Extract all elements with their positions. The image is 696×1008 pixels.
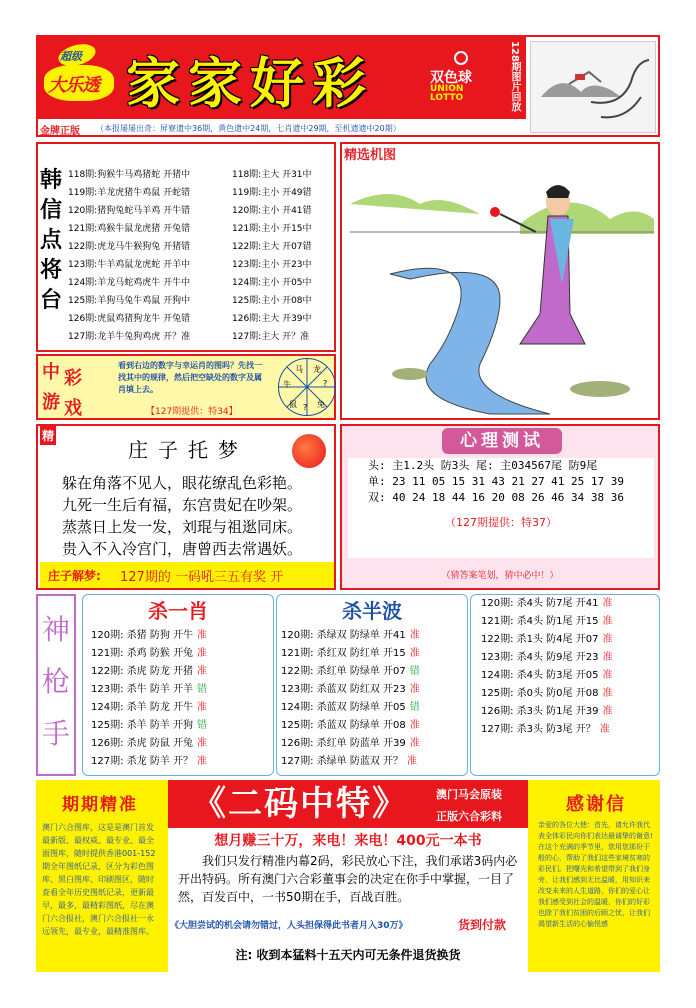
shenqiang-row-text: 124期: 杀4头 防3尾 开05 <box>481 670 599 681</box>
shenqiang-row <box>481 613 659 631</box>
logo-daletou <box>44 45 114 107</box>
col1-rows <box>83 627 273 771</box>
hanxin-row-size: 124期:主小 开05中 <box>232 278 312 288</box>
shenqiang-row <box>91 699 273 717</box>
bottom-right <box>532 780 660 972</box>
shenqiang-row-text: 121期: 杀鸡 防猴 开兔 <box>91 648 193 659</box>
bottom-left <box>36 780 164 972</box>
shenqiang-row-text: 123期: 杀4头 防9尾 开23 <box>481 652 599 663</box>
shenqiang-row <box>281 753 467 771</box>
issue-vertical: 128期图片回放 <box>509 41 520 112</box>
shenqiang-row <box>481 595 659 613</box>
shenqiang-row-mark: 准 <box>197 756 207 767</box>
shenqiang-row-mark: 准 <box>602 670 613 681</box>
shenqiang-row-text: 127期: 杀绿单 防蓝双 开？ <box>281 756 403 767</box>
jingxuan-panel <box>340 142 660 420</box>
xinli-line: 单: 23 11 05 15 31 43 21 27 41 25 17 39 <box>368 475 625 488</box>
game-cell: 马 <box>295 365 303 374</box>
game-cell: 龙 <box>313 365 321 374</box>
shenqiang-row-text: 122期: 杀虎 防龙 开猪 <box>91 666 193 677</box>
right-text: 亲爱的各位大使：首先，请允许我代表全体彩民向你们表达最诚挚的谢意!在这个充满的季节里，您用您那份于般的心，帮助了我们这些家境贫寒的彩民们。把曙光和希望带到了我们身旁，让我们感到无比温暖，用知识来改变未来的人生道路，你们的爱心让我们感受到社会的温暖，你们的好彩也除了我们贫困的后顾之忧，让我们渴望新生活的心愉悦感 <box>538 821 653 928</box>
hanxin-row-zodiac: 127期:龙羊牛兔狗鸡虎 开？准 <box>68 332 191 342</box>
xinli-body <box>348 458 654 558</box>
game-note: 【127期提供：特34】 <box>146 407 238 417</box>
hanxin-row-size: 127期:主大 开？准 <box>232 332 310 342</box>
shenqiang-row-mark: 准 <box>409 630 420 641</box>
hanxin-row <box>68 292 336 310</box>
hanxin-row-size: 126期:主大 开39中 <box>232 314 312 324</box>
game-panel <box>36 354 336 420</box>
hanxin-row-size: 118期:主大 开31中 <box>232 170 312 180</box>
shenqiang-row <box>281 717 467 735</box>
game-cell: 兔 <box>317 400 325 409</box>
shenqiang-row-text: 126期: 杀虎 防鼠 开兔 <box>91 738 193 749</box>
shenqiang-row-mark: 准 <box>409 684 420 695</box>
main-title: 《二码中特》 <box>168 780 432 828</box>
main-slogan: 想月赚三十万，来电！来电！400元一本书 <box>214 833 482 849</box>
hanxin-row-size: 125期:主小 开08中 <box>232 296 312 306</box>
shenqiang-row-text: 121期: 杀红双 防红单 开15 <box>281 648 406 659</box>
shenqiang-row-mark: 准 <box>409 738 420 749</box>
game-text: 看到右边的数字与幸运肖的图吗？先找一找其中的规律，然后把空缺处的数字及属肖填上去。 <box>118 361 262 394</box>
hanxin-row-size: 119期:主小 开49错 <box>232 188 312 198</box>
shenqiang-row-mark: 准 <box>602 634 613 645</box>
bottom-main <box>168 780 528 972</box>
poem-line: 蒸蒸日上发一发，刘琨与祖逖同床。 <box>62 518 303 536</box>
hanxin-row <box>68 256 336 274</box>
hanxin-row <box>68 274 336 292</box>
shenqiang-row-text: 125期: 杀蓝双 防绿单 开08 <box>281 720 406 731</box>
zhuangzi-tag: 精 <box>40 426 56 445</box>
hanxin-row-zodiac: 119期:羊龙虎猪牛鸡鼠 开蛇错 <box>68 188 191 198</box>
shenqiang-row-text: 125期: 杀羊 防羊 开狗 <box>91 720 193 731</box>
game-title-char: 中 <box>42 362 60 383</box>
game-cell: ? <box>303 403 308 412</box>
shenqiang-row-mark: 准 <box>197 666 207 677</box>
shenqiang-title <box>36 594 76 776</box>
shenqiang-title-char: 枪 <box>41 665 70 698</box>
xinli-line: 双: 40 24 18 44 16 20 08 26 46 34 38 36 <box>368 491 625 504</box>
hanxin-row <box>68 202 336 220</box>
shenqiang-row-text: 127期: 杀龙 防羊 开？ <box>91 756 193 767</box>
col1-title: 杀一肖 <box>148 599 208 623</box>
shenqiang-col1 <box>82 594 274 776</box>
shenqiang-col3 <box>470 594 660 776</box>
logo-union-lotto <box>430 51 494 103</box>
shenqiang-row <box>91 627 273 645</box>
xinli-foot: （猜答案笔划，猜中必中！） <box>441 571 559 581</box>
game-title-char: 戏 <box>64 398 82 419</box>
shenqiang-row-text: 122期: 杀红单 防绿单 开07 <box>281 666 406 677</box>
shenqiang-col2 <box>276 594 468 776</box>
shenqiang-row <box>281 735 467 753</box>
zhuangzi-panel <box>36 424 336 590</box>
main-note: 《大胆尝试的机会请勿错过，人头担保得此书者月入30万》 <box>170 921 408 931</box>
header-illustration <box>530 41 656 133</box>
hanxin-row <box>68 328 336 346</box>
shenqiang-row-mark: 准 <box>409 720 420 731</box>
shenqiang-row-text: 120期: 杀绿双 防绿单 开41 <box>281 630 406 641</box>
logo-union-lotto-bottom: UNION LOTTO <box>430 84 464 103</box>
header-subtitle: 金牌正版 <box>40 126 80 137</box>
shenqiang-row <box>91 753 273 771</box>
right-title: 感谢信 <box>566 794 626 815</box>
shenqiang-title-char: 手 <box>41 717 70 750</box>
hanxin-row-zodiac: 125期:羊狗马兔牛鸡鼠 开狗中 <box>68 296 191 306</box>
shenqiang-row-text: 124期: 杀蓝双 防绿单 开05 <box>281 702 406 713</box>
hanxin-panel <box>36 142 336 352</box>
shenqiang-row-mark: 准 <box>602 706 613 717</box>
hanxin-title-char: 台 <box>40 288 63 313</box>
left-title: 期期精准 <box>62 795 138 815</box>
logo-daletou-main: 大乐透 <box>48 75 99 96</box>
shenqiang-row <box>91 717 273 735</box>
game-grid <box>278 358 336 416</box>
shenqiang-row-mark: 准 <box>409 648 420 659</box>
hanxin-title-char: 点 <box>40 228 63 253</box>
hanxin-rows <box>68 166 336 346</box>
shenqiang-row-mark: 准 <box>407 756 417 767</box>
hanxin-row-size: 122期:主大 开07错 <box>232 242 312 252</box>
shenqiang-row-mark: 准 <box>599 724 610 735</box>
logo-daletou-top: 超级 <box>60 50 82 63</box>
shenqiang-row-text: 125期: 杀0头 防0尾 开08 <box>481 688 599 699</box>
shenqiang-row <box>281 699 467 717</box>
left-text: 澳门六合图库，这是是澳门首发最新版、最权威、最专业、最全面图库，随时提供香港001-152期全年图纸记录，区分为彩色图库、黑白图库、印刷图区，随时查看全年历史图纸记录，更新最早，最多，最精彩图纸，尽在澳门六合报社，澳门六合报社一永远领先，最专业，最精准图库。 <box>42 823 156 936</box>
game-cell: ? <box>323 379 328 388</box>
xinli-note: （127期提供：特37） <box>445 516 557 529</box>
hanxin-row-zodiac: 121期:鸡猴牛鼠龙虎猪 开兔错 <box>68 224 191 234</box>
shenqiang-row <box>481 703 659 721</box>
hanxin-row-zodiac: 126期:虎鼠鸡猪狗龙牛 开兔错 <box>68 314 191 324</box>
hanxin-title-char: 韩 <box>40 168 63 193</box>
hanxin-row <box>68 166 336 184</box>
shenqiang-row <box>281 681 467 699</box>
col2-rows <box>277 627 467 771</box>
game-title <box>40 358 98 418</box>
poem-line: 贵入不入冷宫门，唐曾西去常遇妖。 <box>62 540 303 558</box>
jingxuan-label: 精选机图 <box>344 148 397 163</box>
shenqiang-row-mark: 错 <box>197 684 207 695</box>
shenqiang-row-mark: 准 <box>602 616 613 627</box>
header-stats: （本报屡屡出奇：屏寮遗中36期，黄色遗中24期，七肖遗中29期，至机遗遗中20期） <box>96 124 401 133</box>
shenqiang-row-text: 120期: 杀4头 防7尾 开41 <box>481 598 599 609</box>
hanxin-row <box>68 238 336 256</box>
hanxin-row <box>68 220 336 238</box>
shenqiang-row-text: 121期: 杀4头 防1尾 开15 <box>481 616 599 627</box>
hanxin-row-size: 123期:主小 开23中 <box>232 260 312 270</box>
game-title-char: 彩 <box>64 368 82 389</box>
hanxin-row-zodiac: 118期:狗猴牛马鸡猪蛇 开猪中 <box>68 170 191 180</box>
shenqiang-row-text: 122期: 杀1头 防4尾 开07 <box>481 634 599 645</box>
shenqiang-row-text: 126期: 杀3头 防1尾 开39 <box>481 706 599 717</box>
shenqiang-row-text: 123期: 杀蓝双 防红双 开23 <box>281 684 406 695</box>
shenqiang-row <box>481 649 659 667</box>
game-cell: 牛 <box>283 380 291 389</box>
shenqiang-row-mark: 错 <box>409 666 420 677</box>
shenqiang-row <box>481 631 659 649</box>
main-side-1: 澳门马会原装 <box>436 788 502 801</box>
shenqiang-row <box>481 721 659 739</box>
shenqiang-row <box>91 663 273 681</box>
shenqiang-row-mark: 准 <box>197 648 207 659</box>
shenqiang-panel <box>36 594 660 776</box>
main-side-2: 正版六合彩料 <box>436 810 502 823</box>
shenqiang-row-mark: 准 <box>197 702 207 713</box>
main-side <box>432 780 528 828</box>
shenqiang-row <box>91 735 273 753</box>
header <box>36 35 660 137</box>
shenqiang-row-text: 123期: 杀牛 防羊 开羊 <box>91 684 193 695</box>
jiemeng <box>40 562 334 588</box>
poem-line: 躲在角落不见人，眼花缭乱色彩艳。 <box>62 474 303 492</box>
jingxuan-illustration <box>350 164 654 416</box>
hanxin-title <box>40 166 66 316</box>
shenqiang-row <box>281 645 467 663</box>
shenqiang-row <box>481 667 659 685</box>
main-note-right: 货到付款 <box>458 918 507 932</box>
shenqiang-row <box>281 627 467 645</box>
poem-line: 九死一生后有福，东宫贵妃在吵架。 <box>62 496 303 514</box>
hanxin-row-zodiac: 124期:羊龙马蛇鸡虎牛 开牛中 <box>68 278 191 288</box>
col3-rows <box>471 595 659 739</box>
jiemeng-text: 127期的 一码吼三五有奖 开 <box>120 570 284 585</box>
shenqiang-row-mark: 准 <box>602 688 613 699</box>
zhuangzi-poem <box>62 472 336 560</box>
bottom-panel <box>36 780 660 972</box>
shenqiang-row-mark: 准 <box>197 630 207 641</box>
jiemeng-label: 庄子解梦: <box>48 569 101 583</box>
hanxin-row-size: 121期:主小 开15中 <box>232 224 312 234</box>
hanxin-row-zodiac: 120期:猪狗兔蛇马羊鸡 开牛错 <box>68 206 191 216</box>
main-body: 我们只发行精准内幕2码，彩民放心下注，我们承诺3码内必开出特码。所有澳门六合彩董事会的决定在你手中掌握，一目了然，百发百中，一书50期在手，百战百胜。 <box>178 854 518 904</box>
xinli-title: 心理测试 <box>442 428 562 454</box>
main-footer: 注: 收到本猛料十五天内可无条件退货换货 <box>235 948 461 962</box>
shenqiang-row <box>281 663 467 681</box>
zhuangzi-title: 庄子托梦 <box>128 438 248 462</box>
hanxin-row <box>68 310 336 328</box>
hanxin-row-zodiac: 123期:牛羊鸡鼠龙虎蛇 开羊中 <box>68 260 191 270</box>
shenqiang-row <box>91 645 273 663</box>
hanxin-title-char: 将 <box>40 258 63 283</box>
hanxin-row-zodiac: 122期:虎龙马牛猴狗兔 开猪错 <box>68 242 191 252</box>
shenqiang-row-text: 120期: 杀猪 防狗 开牛 <box>91 630 193 641</box>
header-title: 家家好彩 <box>126 51 374 115</box>
shenqiang-row <box>481 685 659 703</box>
shenqiang-row-mark: 错 <box>409 702 420 713</box>
shenqiang-title-char: 神 <box>41 613 70 646</box>
shenqiang-row-mark: 准 <box>602 598 613 609</box>
xinli-line: 头: 主1.2头 防3头 尾: 主034567尾 防9尾 <box>368 459 598 472</box>
xinli-panel <box>340 424 660 590</box>
game-cell: 鼠 <box>289 400 297 409</box>
shenqiang-row-mark: 错 <box>197 720 207 731</box>
shenqiang-row-mark: 准 <box>602 652 613 663</box>
shenqiang-row <box>91 681 273 699</box>
shenqiang-row-text: 126期: 杀红单 防蓝单 开39 <box>281 738 406 749</box>
hanxin-title-char: 信 <box>40 198 63 223</box>
hanxin-row <box>68 184 336 202</box>
hanxin-row-size: 120期:主小 开41错 <box>232 206 312 216</box>
game-title-char: 游 <box>42 392 60 413</box>
col2-title: 杀半波 <box>342 599 402 623</box>
shenqiang-row-mark: 准 <box>197 738 207 749</box>
zhuangzi-sun <box>292 434 326 468</box>
logo-union-lotto-top: 双色球 <box>430 70 472 86</box>
shenqiang-row-text: 124期: 杀羊 防龙 开牛 <box>91 702 193 713</box>
shenqiang-row-text: 127期: 杀3头 防3尾 开？ <box>481 724 596 735</box>
